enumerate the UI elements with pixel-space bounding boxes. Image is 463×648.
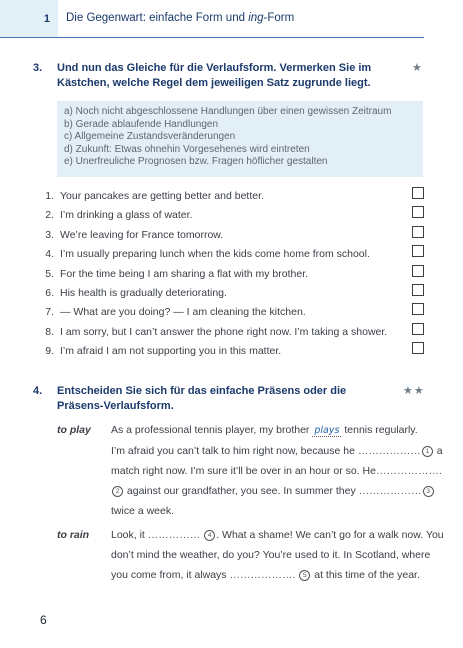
text-segment: you come from, it always: [111, 569, 227, 581]
sentence-text: I am sorry, but I can’t answer the phone right now. I’m taking a shower.: [60, 325, 388, 338]
answer-checkbox[interactable]: [412, 342, 424, 354]
task-3-number: 3.: [33, 62, 43, 74]
chapter-title: [66, 12, 294, 24]
answer-checkbox[interactable]: [412, 265, 424, 277]
sentence-number: 6.: [45, 286, 54, 299]
answer-checkbox[interactable]: [412, 303, 424, 315]
sentence-number: 3.: [45, 228, 54, 241]
sentence-text: I’m afraid I am not supporting you in this matter.: [60, 345, 282, 358]
answer-checkbox[interactable]: [412, 284, 424, 296]
chapter-title-prefix: Die Gegenwart: einfache Form und: [66, 12, 249, 24]
sentence-row: [40, 284, 424, 303]
page-number: 6: [40, 613, 47, 627]
sentence-number: 2.: [45, 209, 54, 222]
text-segment: I’m afraid you can’t talk to him right now, because he: [111, 445, 355, 457]
blank-number-5: 5: [299, 570, 310, 581]
sentence-row: [40, 206, 424, 225]
answer-blank-5[interactable]: ……………….: [229, 569, 296, 581]
sentence-number: 8.: [45, 325, 54, 338]
sentence-number: 4.: [45, 248, 54, 261]
sentence-text: Your pancakes are getting better and better.: [60, 190, 264, 202]
task-3-instruction: [57, 61, 371, 91]
sentence-row: [40, 323, 424, 342]
answer-blank-2[interactable]: ……………….: [375, 465, 442, 477]
rule-a: a) Noch nicht abgeschlossene Handlungen über einen gewissen Zeitraum: [64, 106, 392, 117]
text-segment: at this time of the year.: [311, 569, 420, 581]
fill-line: [111, 549, 431, 563]
sentence-number: 9.: [45, 345, 54, 358]
answer-checkbox[interactable]: [412, 245, 424, 257]
sentence-row: [40, 226, 424, 245]
chapter-title-suffix: -Form: [263, 12, 295, 24]
verb-label-to-rain: to rain: [57, 529, 90, 541]
text-segment: Look, it: [111, 529, 148, 541]
chapter-number-box: [0, 0, 58, 37]
sentence-number: 7.: [45, 306, 54, 319]
sentence-number: 5.: [45, 267, 54, 280]
blank-number-4: 4: [204, 530, 215, 541]
example-answer: plays: [314, 425, 340, 436]
sentence-text: His health is gradually deteriorating.: [60, 286, 227, 299]
text-segment: As a professional tennis player, my brother: [111, 424, 313, 436]
sentence-text: I’m drinking a glass of water.: [60, 209, 193, 222]
sentence-row: [40, 187, 424, 206]
sentence-list: [40, 187, 424, 362]
blank-number-3: 3: [423, 486, 434, 497]
chapter-number: 1: [43, 12, 50, 25]
sentence-number: 1.: [45, 190, 54, 202]
chapter-title-italic: ing: [248, 12, 264, 24]
fill-line: [111, 569, 425, 583]
text-segment: don’t mind the weather, do you? You’re used to it. In Scotland, where: [111, 549, 431, 561]
sentence-row: [40, 245, 424, 264]
fill-line: [111, 424, 425, 438]
rule-e: e) Unerfreuliche Prognosen bzw. Fragen höflicher gestalten: [64, 156, 328, 168]
sentence-text: For the time being I am sharing a flat with my brother.: [60, 267, 309, 280]
text-segment: twice a week.: [111, 505, 175, 517]
sentence-text: I’m usually preparing lunch when the kids come home from school.: [60, 248, 370, 261]
sentence-row: [40, 265, 424, 284]
fill-line: [111, 445, 443, 459]
task-4-instruction: [57, 384, 346, 414]
page-header: [0, 0, 463, 40]
text-segment: against our grandfather, you see. In summer they: [124, 485, 359, 497]
answer-checkbox[interactable]: [412, 226, 424, 238]
sentence-row: [40, 303, 424, 322]
text-segment: a: [433, 445, 443, 457]
fill-line: [111, 505, 425, 519]
fill-line: [111, 485, 430, 499]
rules-box: [57, 101, 423, 177]
blank-number-2: 2: [112, 486, 123, 497]
rule-d: d) Zukunft: Etwas ohnehin Vorgesehenes wird eintreten: [64, 143, 310, 155]
task-4-number: 4.: [33, 385, 43, 397]
rule-c: c) Allgemeine Zustandsveränderungen: [64, 131, 236, 143]
sentence-text: We’re leaving for France tomorrow.: [60, 228, 224, 241]
answer-checkbox[interactable]: [412, 187, 424, 199]
text-segment: . What a shame! We can’t go for a walk now. You: [216, 529, 444, 541]
task-4-line-1: Entscheiden Sie sich für das einfache Präsens oder die: [57, 385, 347, 397]
sentence-text: — What are you doing? — I am cleaning the kitchen.: [60, 306, 306, 319]
task-4-difficulty-stars: ★★: [403, 385, 425, 397]
answer-blank-1[interactable]: ………………: [357, 445, 421, 457]
text-segment: tennis regularly.: [341, 424, 418, 436]
header-divider: [0, 37, 424, 38]
answer-checkbox[interactable]: [412, 206, 424, 218]
fill-line: [111, 529, 444, 543]
answer-blank-4[interactable]: ……………: [147, 529, 201, 541]
task-3-difficulty-stars: ★: [412, 62, 423, 74]
answer-checkbox[interactable]: [412, 323, 424, 335]
text-segment: match right now. I’m sure it’ll be over in an hour or so. He: [111, 465, 376, 477]
rule-b: b) Gerade ablaufende Handlungen: [64, 118, 219, 130]
fill-line: [111, 465, 442, 479]
answer-blank-3[interactable]: ………………: [358, 485, 422, 497]
task-3-line-2: Kästchen, welche Regel dem jeweiligen Satz zugrunde liegt.: [57, 77, 371, 89]
verb-label-to-play: to play: [57, 424, 91, 436]
blank-number-1: 1: [422, 446, 433, 457]
task-3-line-1: Und nun das Gleiche für die Verlaufsform. Vermerken Sie im: [57, 62, 372, 74]
task-4-line-2: Präsens-Verlaufsform.: [57, 400, 174, 412]
sentence-row: [40, 342, 424, 361]
